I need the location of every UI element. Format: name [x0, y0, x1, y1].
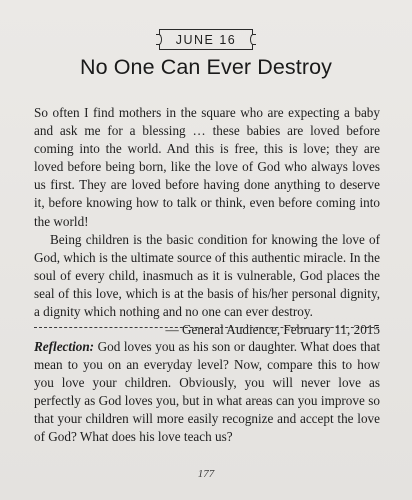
page-number: 177: [197, 468, 215, 480]
reflection-paragraph: [34, 338, 380, 447]
quote-paragraph-1: So often I find mothers in the square who are expecting a baby and ask me for a blessing … these babies are loved before coming into the world. And this is free, this is love; they are loved before being born, like the love of God who always loves us first. They are loved before having done anything to deserve it, before knowing how to talk or think, even before coming into the world!: [34, 105, 380, 229]
quote-paragraph-2: Being children is the basic condition for knowing the love of God, which is the ultimate source of this authentic miracle. In the soul of every child, inasmuch as it is vulnerable, God places the seal of this love, which is at the basis of his/her personal dignity, a dignity which nothing and no one can ever destroy.: [34, 231, 380, 320]
section-divider: [34, 327, 379, 328]
reflection-text: God loves you as his son or daughter. What does that mean to you on an everyday level? Now, compare this to how you love your children. Obviously, you will never love as perfectly as God loves you, but in what areas can you improve so that your children will more easily recognize and accept the love of God? What does his love teach us?: [34, 339, 380, 445]
date-banner: [159, 29, 253, 50]
page-title: No One Can Ever Destroy: [79, 55, 333, 79]
date-label: JUNE 16: [175, 32, 237, 47]
reflection-label: Reflection:: [34, 339, 95, 354]
quote-attribution: — General Audience, February 11, 2015: [165, 322, 380, 338]
quote-body: [34, 104, 380, 339]
